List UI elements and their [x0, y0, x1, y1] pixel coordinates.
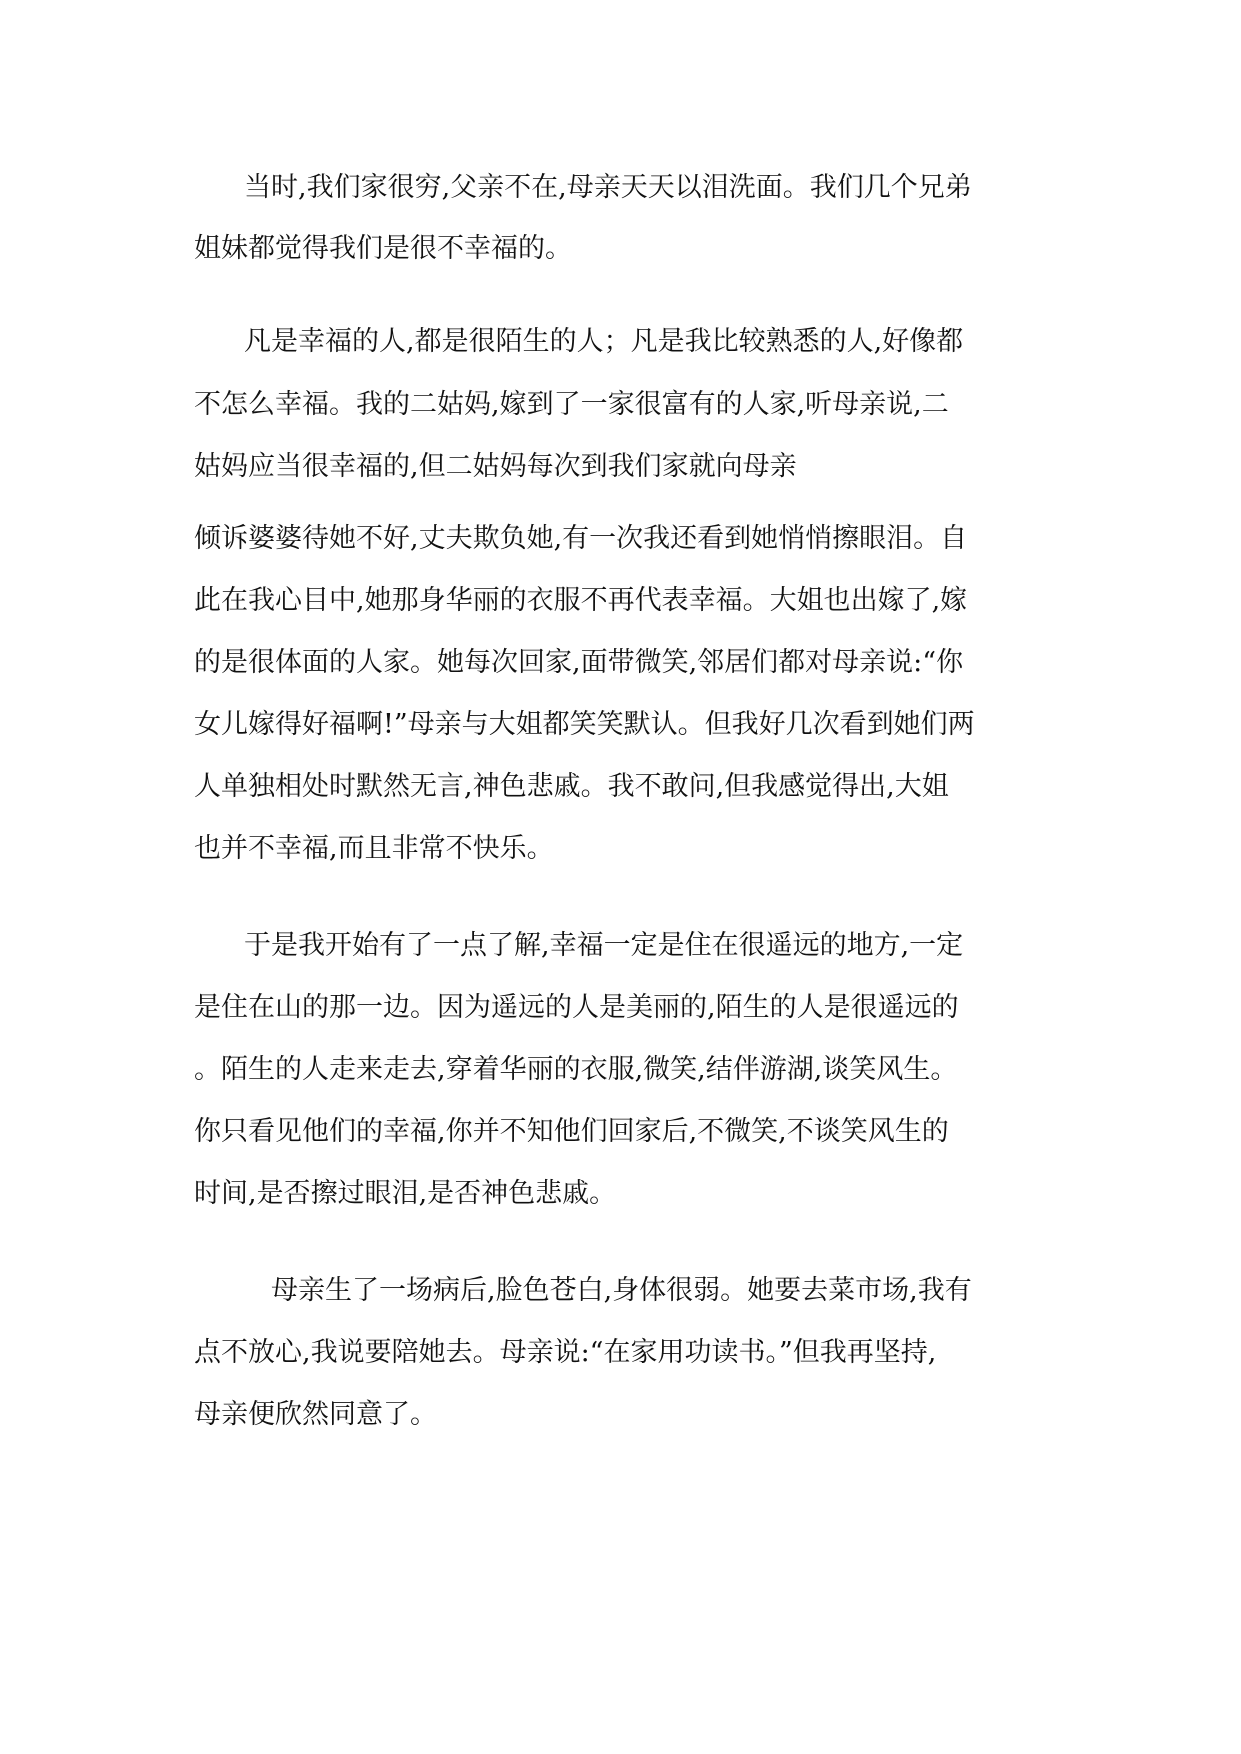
paragraph-2-line-8: 人单独相处时默然无言,神色悲戚。我不敢问,但我感觉得出,大姐 [194, 771, 949, 802]
paragraph-2-line-6: 的是很体面的人家。她每次回家,面带微笑,邻居们都对母亲说:“你 [194, 647, 964, 678]
paragraph-3-line-5: 时间,是否擦过眼泪,是否神色悲戚。 [194, 1178, 617, 1209]
paragraph-2-line-9: 也并不幸福,而且非常不快乐。 [194, 833, 554, 864]
paragraph-3-line-1: 于是我开始有了一点了解,幸福一定是住在很遥远的地方,一定 [244, 930, 964, 961]
paragraph-4-line-2: 点不放心,我说要陪她去。母亲说:“在家用功读书。”但我再坚持, [194, 1337, 937, 1368]
paragraph-1-line-1: 当时,我们家很穷,父亲不在,母亲天天以泪洗面。我们几个兄弟 [244, 172, 972, 203]
paragraph-1-line-2: 姐妹都觉得我们是很不幸福的。 [194, 233, 572, 264]
paragraph-2-line-4: 倾诉婆婆待她不好,丈夫欺负她,有一次我还看到她悄悄擦眼泪。自 [194, 523, 968, 554]
paragraph-3-line-4: 你只看见他们的幸福,你并不知他们回家后,不微笑,不谈笑风生的 [194, 1116, 949, 1147]
paragraph-2-line-7: 女儿嫁得好福啊!”母亲与大姐都笑笑默认。但我好几次看到她们两 [194, 709, 975, 740]
paragraph-2-line-1: 凡是幸福的人,都是很陌生的人；凡是我比较熟悉的人,好像都 [244, 326, 964, 357]
paragraph-2-line-3: 姑妈应当很幸福的,但二姑妈每次到我们家就向母亲 [194, 451, 797, 482]
paragraph-3-line-3: 。陌生的人走来走去,穿着华丽的衣服,微笑,结伴游湖,谈笑风生。 [194, 1054, 958, 1085]
paragraph-4-line-1: 母亲生了一场病后,脸色苍白,身体很弱。她要去菜市场,我有 [271, 1275, 972, 1306]
paragraph-2-line-2: 不怎么幸福。我的二姑妈,嫁到了一家很富有的人家,听母亲说,二 [194, 389, 949, 420]
paragraph-3-line-2: 是住在山的那一边。因为遥远的人是美丽的,陌生的人是很遥远的 [194, 992, 959, 1023]
paragraph-4-line-3: 母亲便欣然同意了。 [194, 1399, 437, 1430]
paragraph-2-line-5: 此在我心目中,她那身华丽的衣服不再代表幸福。大姐也出嫁了,嫁 [194, 585, 968, 616]
